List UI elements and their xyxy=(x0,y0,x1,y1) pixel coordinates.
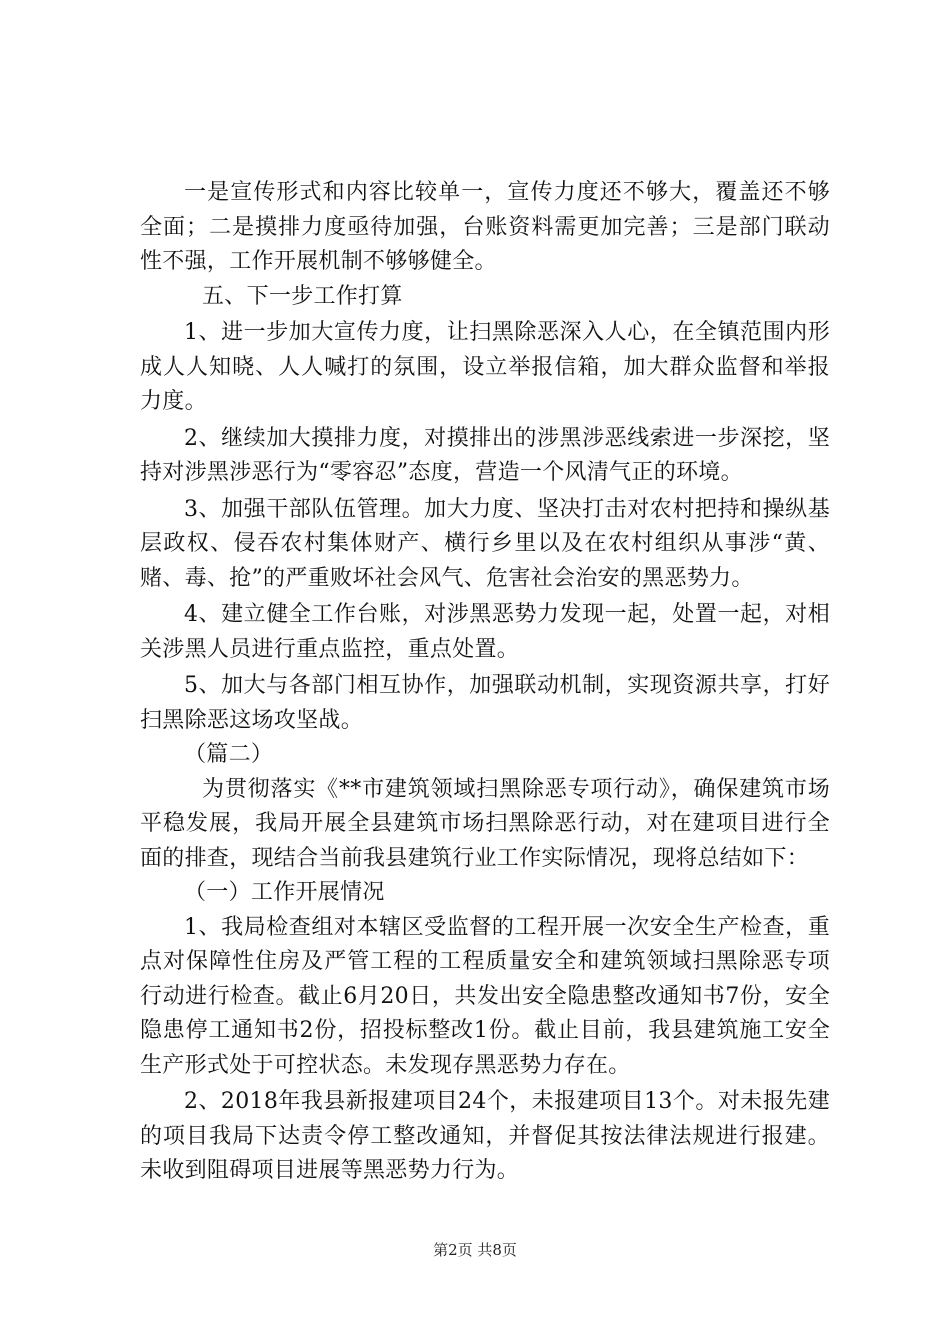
paragraph-item-2: 2、继续加大摸排力度，对摸排出的涉黑涉恶线索进一步深挖，坚持对涉黑涉恶行为“零容忍”态度，营造一个风清气正的环境。 xyxy=(140,425,830,485)
section-heading-part-two: （篇二） xyxy=(184,742,274,767)
paragraph-item-5: 5、加大与各部门相互协作，加强联动机制，实现资源共享，打好扫黑除恶这场攻坚战。 xyxy=(140,673,830,733)
paragraph-item-1: 1、进一步加大宣传力度，让扫黑除恶深入人心，在全镇范围内形成人人知晓、人人喊打的氛围，设立举报信箱，加大群众监督和举报力度。 xyxy=(140,320,830,414)
section-heading-next-steps: 五、下一步工作打算 xyxy=(202,283,403,309)
paragraph-inspection: 1、我局检查组对本辖区受监督的工程开展一次安全生产检查，重点对保障性住房及严管工程的工程质量安全和建筑领域扫黑除恶专项行动进行检查。截止6月20日，共发出安全隐患整改通知书7份，安全隐患停工通知书2份，招投标整改1份。截止目前，我县建筑施工安全生产形式处于可控状态。未发现存黑恶势力存在。 xyxy=(140,914,830,1078)
paragraph-projects: 2、2018年我县新报建项目24个，未报建项目13个。对未报先建的项目我局下达责令停工整改通知，并督促其按法律法规进行报建。未收到阻碍项目进展等黑恶势力行为。 xyxy=(140,1089,830,1183)
document-body xyxy=(140,176,830,1189)
paragraph-problems: 一是宣传形式和内容比较单一，宣传力度还不够大，覆盖还不够全面；二是摸排力度亟待加强，台账资料需更加完善；三是部门联动性不强，工作开展机制不够够健全。 xyxy=(140,180,830,274)
paragraph-intro-part-two: 为贯彻落实《**市建筑领域扫黑除恶专项行动》，确保建筑市场平稳发展，我局开展全县建筑市场扫黑除恶行动，对在建项目进行全面的排查，现结合当前我县建筑行业工作实际情况，现将总结如下： xyxy=(140,776,830,871)
page-number-footer: 第2页 共8页 xyxy=(433,1241,517,1259)
paragraph-item-4: 4、建立健全工作台账，对涉黑恶势力发现一起，处置一起，对相关涉黑人员进行重点监控，重点处置。 xyxy=(140,602,830,662)
section-heading-work-progress: （一）工作开展情况 xyxy=(184,880,385,905)
paragraph-item-3: 3、加强干部队伍管理。加大力度、坚决打击对农村把持和操纵基层政权、侵吞农村集体财产、横行乡里以及在农村组织从事涉“黄、赌、毒、抢”的严重败坏社会风气、危害社会治安的黑恶势力。 xyxy=(140,496,830,591)
